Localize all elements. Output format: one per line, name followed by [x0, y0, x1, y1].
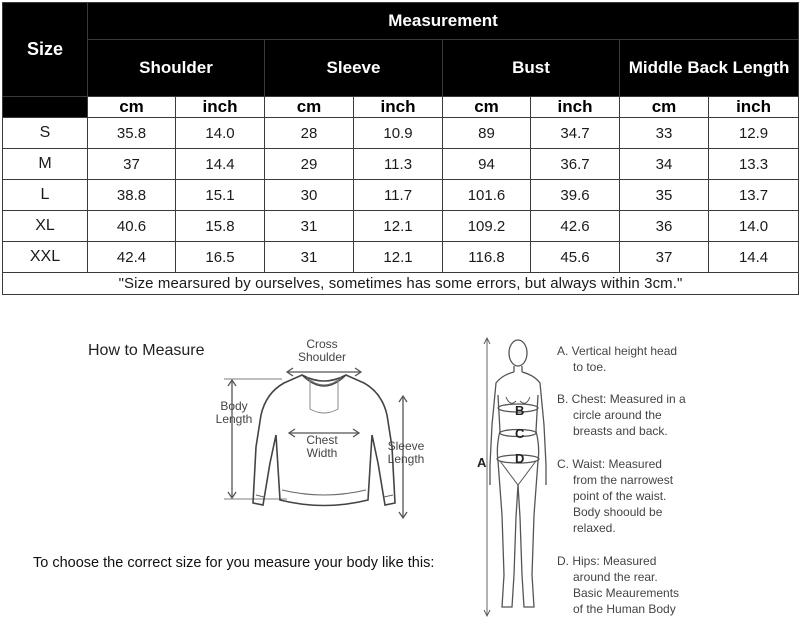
value-cell: 13.7	[709, 180, 799, 211]
value-cell: 42.4	[88, 242, 176, 273]
human-figure-diagram	[478, 335, 548, 620]
value-cell: 15.1	[176, 180, 265, 211]
chest-width-label: Width	[306, 446, 338, 460]
value-cell: 10.9	[354, 118, 443, 149]
instruction-d	[557, 553, 797, 617]
unit-header: cm	[88, 97, 176, 118]
instruction-line: D. Hips: Measured	[557, 554, 657, 568]
size-cell: XL	[3, 211, 88, 242]
sleeve-length-label: Sleeve	[387, 439, 425, 453]
middle-back-length-header: Middle Back Length	[620, 40, 799, 97]
value-cell: 89	[443, 118, 531, 149]
value-cell: 11.7	[354, 180, 443, 211]
chest-width-label: Chest	[306, 433, 338, 447]
instruction-b	[557, 391, 797, 439]
value-cell: 14.4	[709, 242, 799, 273]
unit-header: inch	[709, 97, 799, 118]
instruction-line: relaxed.	[573, 521, 616, 535]
shoulder-header: Shoulder	[88, 40, 265, 97]
value-cell: 40.6	[88, 211, 176, 242]
value-cell: 36.7	[531, 149, 620, 180]
table-row	[3, 211, 799, 242]
value-cell: 109.2	[443, 211, 531, 242]
table-row	[3, 118, 799, 149]
figure-label-c: C	[515, 426, 525, 441]
value-cell: 28	[265, 118, 354, 149]
value-cell: 12.1	[354, 211, 443, 242]
value-cell: 35.8	[88, 118, 176, 149]
value-cell: 14.4	[176, 149, 265, 180]
value-cell: 31	[265, 242, 354, 273]
instruction-c	[557, 456, 797, 536]
value-cell: 42.6	[531, 211, 620, 242]
instruction-line: Body shoould be	[573, 505, 663, 519]
table-row	[3, 180, 799, 211]
choose-size-instruction: To choose the correct size for you measure your body like this:	[33, 555, 435, 571]
instruction-line: from the narrowest	[573, 473, 674, 487]
unit-spacer	[3, 97, 88, 118]
body-length-label: Length	[215, 412, 253, 426]
unit-header: inch	[176, 97, 265, 118]
sleeve-header: Sleeve	[265, 40, 443, 97]
value-cell: 101.6	[443, 180, 531, 211]
size-cell: L	[3, 180, 88, 211]
value-cell: 15.8	[176, 211, 265, 242]
value-cell: 13.3	[709, 149, 799, 180]
value-cell: 30	[265, 180, 354, 211]
unit-header: cm	[620, 97, 709, 118]
value-cell: 39.6	[531, 180, 620, 211]
size-cell: XXL	[3, 242, 88, 273]
measurement-note: "Size mearsured by ourselves, sometimes has some errors, but always within 3cm."	[3, 273, 799, 295]
instruction-line: C. Waist: Measured	[557, 457, 662, 471]
instruction-line: A. Vertical height head	[557, 344, 678, 358]
value-cell: 45.6	[531, 242, 620, 273]
figure-label-b: B	[515, 403, 525, 418]
unit-header: inch	[531, 97, 620, 118]
unit-header: inch	[354, 97, 443, 118]
size-header: Size	[3, 3, 88, 97]
unit-header: cm	[443, 97, 531, 118]
value-cell: 12.1	[354, 242, 443, 273]
value-cell: 29	[265, 149, 354, 180]
instruction-line: to toe.	[573, 360, 607, 374]
value-cell: 12.9	[709, 118, 799, 149]
value-cell: 34	[620, 149, 709, 180]
bust-header: Bust	[443, 40, 620, 97]
instruction-line: of the Human Body	[573, 602, 676, 616]
value-cell: 36	[620, 211, 709, 242]
value-cell: 38.8	[88, 180, 176, 211]
size-cell: M	[3, 149, 88, 180]
size-chart-table	[2, 2, 799, 295]
figure-label-d: D	[515, 451, 525, 466]
body-length-label: Body	[220, 399, 248, 413]
value-cell: 16.5	[176, 242, 265, 273]
value-cell: 33	[620, 118, 709, 149]
table-row	[3, 242, 799, 273]
cross-shoulder-label: Cross	[306, 337, 338, 351]
value-cell: 94	[443, 149, 531, 180]
instruction-line: B. Chest: Measured in a	[557, 392, 686, 406]
value-cell: 11.3	[354, 149, 443, 180]
instruction-line: circle around the	[573, 408, 662, 422]
instruction-line: around the rear.	[573, 570, 658, 584]
value-cell: 37	[620, 242, 709, 273]
instruction-line: point of the waist.	[573, 489, 667, 503]
sleeve-length-label: Length	[387, 452, 425, 466]
figure-label-a: A	[477, 455, 487, 470]
value-cell: 37	[88, 149, 176, 180]
value-cell: 34.7	[531, 118, 620, 149]
value-cell: 14.0	[176, 118, 265, 149]
table-row	[3, 149, 799, 180]
measurement-header: Measurement	[88, 3, 799, 40]
instruction-a	[557, 343, 797, 375]
instruction-line: breasts and back.	[573, 424, 668, 438]
value-cell: 31	[265, 211, 354, 242]
instruction-line: Basic Meaurements	[573, 586, 680, 600]
value-cell: 35	[620, 180, 709, 211]
how-to-measure-title: How to Measure	[88, 342, 205, 359]
cross-shoulder-label: Shoulder	[297, 350, 347, 364]
size-cell: S	[3, 118, 88, 149]
value-cell: 116.8	[443, 242, 531, 273]
unit-header: cm	[265, 97, 354, 118]
value-cell: 14.0	[709, 211, 799, 242]
